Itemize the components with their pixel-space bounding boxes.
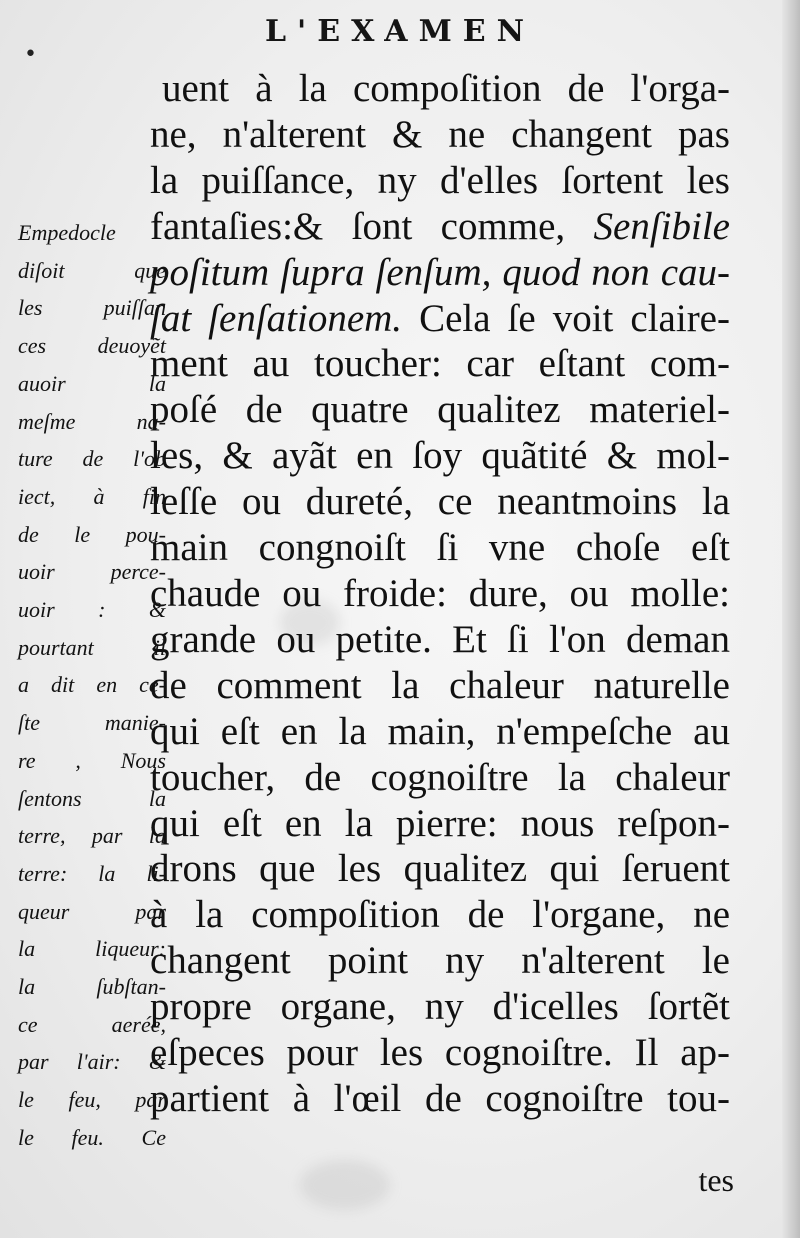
text-line: chaude ou froide: dure, ou molle: [150,571,730,615]
margin-line: ce aerée, [18,1011,166,1037]
margin-line: terre, par la [18,823,166,849]
margin-line: uoir perce- [18,559,166,585]
text-line: poſitum ſupra ſenſum, quod non cau- [150,250,730,294]
text-line: main congnoiſt ſi vne choſe eſt [150,526,730,570]
margin-line: iect, à fin [18,483,166,509]
margin-line: ſentons la [18,785,166,811]
text-line: eſpeces pour les cognoiſtre. Il ap- [150,1031,730,1075]
margin-line: ture de l'ob [18,446,166,472]
text-line: la puiſſance, ny d'elles ſortent les [150,158,730,202]
text-line [150,204,730,250]
text-line: qui eſt en la main, n'empeſche au [150,709,730,753]
text-line: de comment la chaleur naturelle [150,663,730,707]
margin-line: de le pou- [18,521,166,547]
margin-line: pourtant il [18,634,166,660]
text-line [150,296,730,342]
margin-line: a dit en ce- [18,672,166,698]
margin-line: queur par [18,898,166,924]
roman-phrase: Cela ſe voit claire- [402,296,730,340]
text-line: ment au toucher: car eſtant com- [150,342,730,386]
margin-line: terre: la li- [18,860,166,886]
margin-line: le feu. Ce [18,1124,166,1150]
text-line: uent à la compoſition de l'orga- [162,67,730,110]
margin-line: re , Nous [18,747,166,773]
running-head: L'EXAMEN [264,14,536,49]
text-line: drons que les qualitez qui ſeruent [150,847,730,891]
italic-phrase: ſat ſenſationem. [150,296,403,340]
roman-phrase: fantaſies:& ſont comme, [150,204,594,248]
marginal-note [18,214,166,1157]
text-line: changent point ny n'alterent le [150,939,730,983]
margin-line: le feu, par [18,1087,166,1113]
text-line: partient à l'œil de cognoiſtre tou- [150,1076,730,1120]
text-line: à la compoſition de l'organe, ne [150,893,730,937]
text-line: poſé de quatre qualitez materiel- [150,388,730,432]
margin-line: diſoit que [18,257,166,283]
page-edge-shadow [782,0,800,1238]
margin-line: la ſubſtan- [18,974,166,1000]
catchword: tes [698,1162,734,1198]
text-line: ne, n'alterent & ne changent pas [150,112,730,156]
text-line: qui eſt en la pierre: nous reſpon- [150,801,730,845]
margin-line: uoir : & [18,597,166,623]
margin-line: par l'air: & [18,1049,166,1075]
italic-phrase: Senſibile [593,204,730,248]
main-text-block [150,66,730,1122]
corner-mark: • [24,42,37,67]
text-line: toucher, de cognoiſtre la chaleur [150,755,730,799]
text-line: les, & ayãt en ſoy quãtité & mol- [150,434,730,478]
text-line: grande ou petite. Et ſi l'on deman [150,617,730,661]
margin-line: ces deuoyẽt [18,333,166,359]
text-line: leſſe ou dureté, ce neantmoins la [150,480,730,524]
margin-line: la liqueur: [18,936,166,962]
margin-line: Empedocle [18,220,116,245]
margin-line: meſme na- [18,408,166,434]
margin-line: les puiſſan [18,295,166,321]
page-stain [300,1160,390,1210]
margin-line: ſte manie- [18,710,166,736]
text-line: propre organe, ny d'icelles ſortẽt [150,985,730,1029]
margin-line: auoir la [18,370,166,396]
